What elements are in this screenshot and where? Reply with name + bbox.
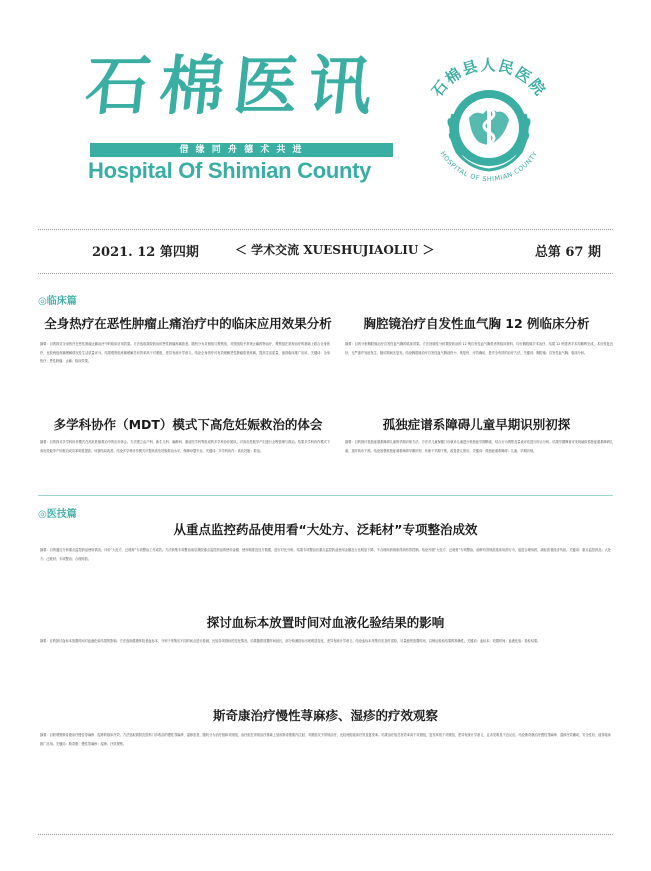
top-divider — [38, 229, 613, 230]
article-title: 从重点监控药品使用看“大处方、泛耗材”专项整治成效 — [173, 522, 478, 537]
bottom-divider — [38, 834, 613, 835]
hospital-seal-icon — [413, 44, 565, 196]
issue-bar — [38, 241, 613, 261]
section-label-clinical: ◎临床篇 — [38, 296, 77, 307]
article-title: 斯奇康治疗慢性荨麻疹、湿疹的疗效观察 — [212, 708, 438, 723]
article-title: 多学科协作（MDT）模式下高危妊娠救治的体会 — [53, 417, 323, 432]
seal-text-top: 石棉县人民医院 — [428, 56, 550, 101]
hospital-seal-logo — [413, 44, 565, 196]
article-title: 全身热疗在恶性肿瘤止痛治疗中的临床应用效果分析 — [44, 316, 332, 331]
issue-date: 2021. 12 第四期 — [92, 245, 199, 260]
issue-total: 总第 67 期 — [534, 245, 601, 260]
issue-divider — [38, 273, 613, 274]
masthead-title: 石棉医讯 — [82, 49, 386, 124]
article-title: 胸腔镜治疗自发性血气胸 12 例临床分析 — [363, 316, 590, 331]
article-body: 摘要：目的通过分析重点监控药品使用情况，评价“大处方、泛耗材”专项整治工作成效。方法收集专项整治前后我院重点监控药品的使用金额、使用频度及处方数据，进行对比分析。结果专项整治后重点监控药品使用金额及占比明显下降，不合理用药现象得到有效控制。结论开展“大处方、泛耗材”专项整治，能够有效规范临床用药行为，促进合理用药，减轻患者经济负担。关键词：重点监控药品；大处方；泛耗材；专项整治；合理用药。 — [40, 548, 611, 561]
masthead-slogan: 借 缘 同 舟 德 术 共 进 — [90, 143, 393, 157]
article-title: 孤独症谱系障碍儿童早期识别初探 — [382, 417, 571, 432]
article-body: 摘要：目的探讨全身热疗在恶性肿瘤止痛治疗中的临床应用效果。方法选取我院收治的恶性肿瘤疼痛患者，随机分为对照组与观察组，对照组给予常规止痛药物治疗，观察组在常规治疗的基础上联合全身热疗，比较两组疼痛缓解情况及生活质量评分。结果观察组疼痛缓解总有效率高于对照组，差异有统计学意义。结论全身热疗可有效缓解恶性肿瘤患者疼痛，提高生活质量，值得临床推广应用。关键词：全身热疗；恶性肿瘤；止痛；临床效果。 — [40, 342, 330, 364]
article-title: 探讨血标本放置时间对血液化验结果的影响 — [206, 615, 445, 630]
masthead-english-title: Hospital Of Shimian County — [88, 158, 372, 183]
article-body: 摘要：目的探讨血标本放置时间对血液化验结果的影响。方法选取健康体检者血标本，分别于采集后不同时间点进行检测，比较各项指标的变化情况。结果随着放置时间延长，部分检测指标出现明显变化，差异有统计学意义。结论血标本采集后应及时送检，尽量缩短放置时间，以保证检验结果的准确性。关键词：血标本；放置时间；血液化验；检验结果。 — [40, 639, 541, 643]
issue-column: ＜ 学术交流 XUESHUJIAOLIU ＞ — [235, 243, 435, 257]
section-divider — [38, 495, 613, 496]
section-label-medtech: ◎医技篇 — [38, 509, 77, 520]
seal-text-bottom: HOSPITAL OF SHIMIAN COUNTY — [438, 149, 540, 184]
article-body: 摘要：目的观察斯奇康治疗慢性荨麻疹、湿疹的临床疗效。方法选取我院皮肤科门诊收治的慢性荨麻疹、湿疹患者，随机分为治疗组和对照组，治疗组在常规治疗基础上加用斯奇康肌内注射，对照组仅予常规治疗，比较两组临床疗效及复发率。结果治疗组总有效率高于对照组，复发率低于对照组，差异有统计学意义，且未见明显不良反应。结论斯奇康治疗慢性荨麻疹、湿疹疗效确切，安全性好，值得临床推广应用。关键词：斯奇康；慢性荨麻疹；湿疹；疗效观察。 — [40, 733, 611, 746]
article-body: 摘要：目的探讨孤独症谱系障碍儿童的早期识别方法。方法对儿童保健门诊就诊儿童进行孤独症早期筛查，结合行为观察及量表评估进行综合分析。结果早期筛查可发现疑似孤独症谱系障碍儿童，及时转诊干预。结论加强孤独症谱系障碍早期识别，有助于早期干预，改善患儿预后。关键词：孤独症谱系障碍；儿童；早期识别。 — [345, 440, 613, 453]
article-body: 摘要：目的探讨多学科协作模式在高危妊娠救治中的应用体会。方法建立由产科、新生儿科、麻醉科、重症医学科等组成的多学科协作团队，对高危妊娠孕产妇进行全程管理与救治。结果多学科协作模式下高危妊娠孕产妇救治成功率明显提高，母婴结局改善。结论多学科协作模式可提高高危妊娠救治水平，保障母婴安全。关键词：多学科协作；高危妊娠；救治。 — [40, 440, 330, 453]
article-body: 摘要：目的分析胸腔镜治疗自发性血气胸的临床效果。方法回顾性分析我院收治的 12 例自发性血气胸患者的临床资料，均行胸腔镜手术治疗。结果 12 例患者手术均顺利完成，术后恢复良好，无严重并发症发生，随访期间无复发。结论胸腔镜治疗自发性血气胸创伤小、恢复快、疗效确切，是安全有效的治疗方法。关键词：胸腔镜；自发性血气胸；临床分析。 — [345, 342, 613, 355]
